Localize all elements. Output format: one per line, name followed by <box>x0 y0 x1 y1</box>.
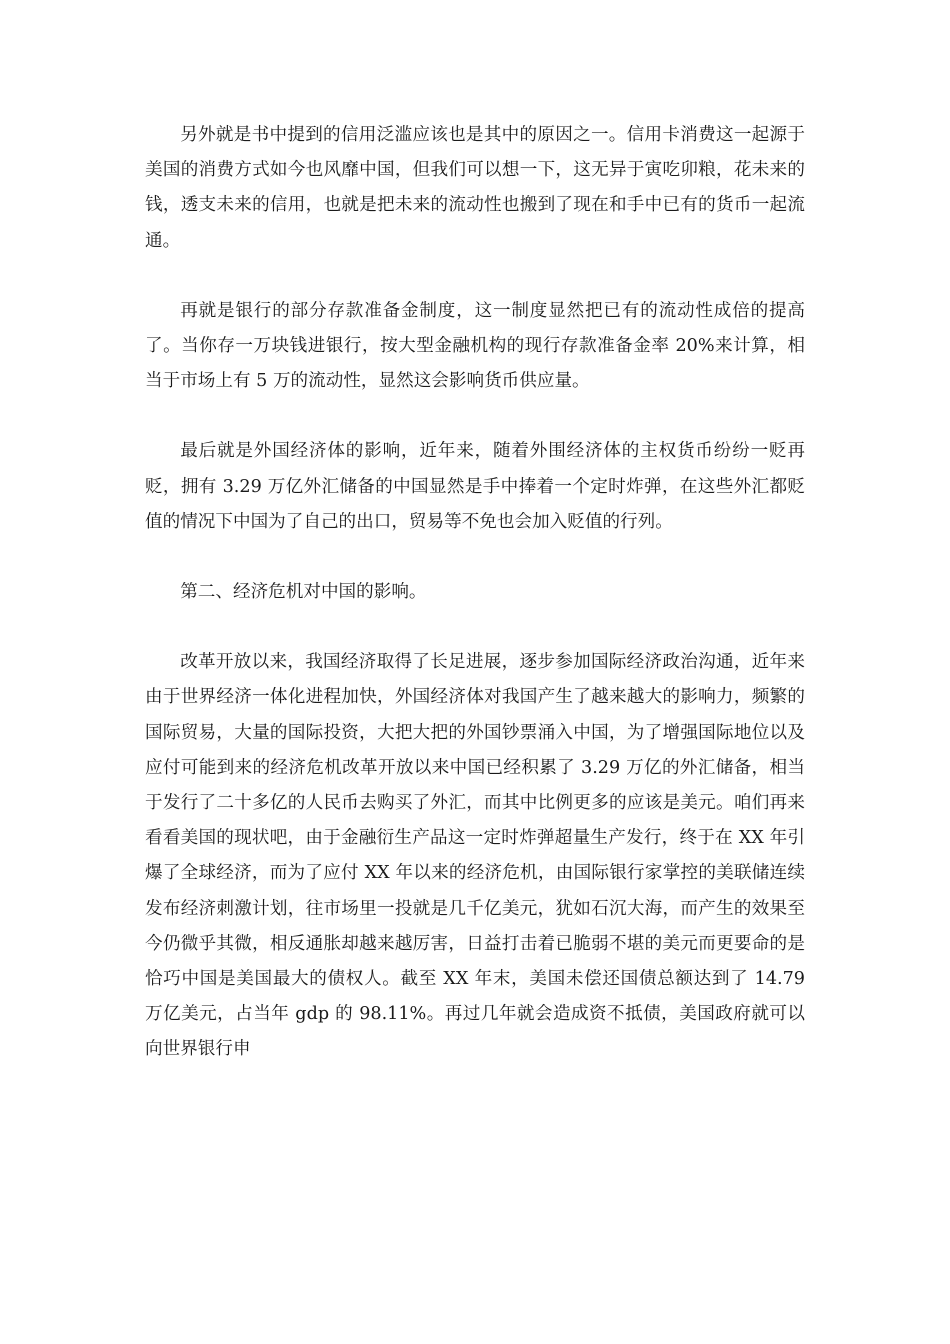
paragraph-reform-and-opening: 改革开放以来，我国经济取得了长足进展，逐步参加国际经济政治沟通，近年来由于世界经济一体化进程加快，外国经济体对我国产生了越来越大的影响力，频繁的国际贸易，大量的国际投资，大把大把的外国钞票涌入中国，为了增强国际地位以及应付可能到来的经济危机改革开放以来中国已经积累了 3.29 万亿的外汇储备，相当于发行了二十多亿的人民币去购买了外汇，而其中比例更多的应该是美元。咱们再来看看美国的现状吧，由于金融衍生产品这一定时炸弹超量生产发行，终于在 XX 年引爆了全球经济，而为了应付 XX 年以来的经济危机，由国际银行家掌控的美联储连续发布经济刺激计划，往市场里一投就是几千亿美元，犹如石沉大海，而产生的效果至今仍微乎其微，相反通胀却越来越厉害，日益打击着已脆弱不堪的美元而更要命的是恰巧中国是美国最大的债权人。截至 XX 年末，美国未偿还国债总额达到了 14.79 万亿美元，占当年 gdp 的 98.11%。再过几年就会造成资不抵债，美国政府就可以向世界银行申 <box>145 652 805 1060</box>
paragraph-foreign-economies: 最后就是外国经济体的影响，近年来，随着外围经济体的主权货币纷纷一贬再贬，拥有 3.29 万亿外汇储备的中国显然是手中捧着一个定时炸弹，在这些外汇都贬值的情况下中国为了自己的出口，贸易等不免也会加入贬值的行列。 <box>145 441 805 532</box>
document-body <box>145 118 805 1068</box>
section-heading-impact-on-china: 第二、经济危机对中国的影响。 <box>180 582 427 603</box>
paragraph-credit-overuse: 另外就是书中提到的信用泛滥应该也是其中的原因之一。信用卡消费这一起源于美国的消费方式如今也风靡中国，但我们可以想一下，这无异于寅吃卯粮，花未来的钱，透支未来的信用，也就是把未来的流动性也搬到了现在和手中已有的货币一起流通。 <box>145 125 805 251</box>
paragraph-reserve-requirement: 再就是银行的部分存款准备金制度，这一制度显然把已有的流动性成倍的提高了。当你存一万块钱进银行，按大型金融机构的现行存款准备金率 20%来计算，相当于市场上有 5 万的流动性，显然这会影响货币供应量。 <box>145 300 805 392</box>
